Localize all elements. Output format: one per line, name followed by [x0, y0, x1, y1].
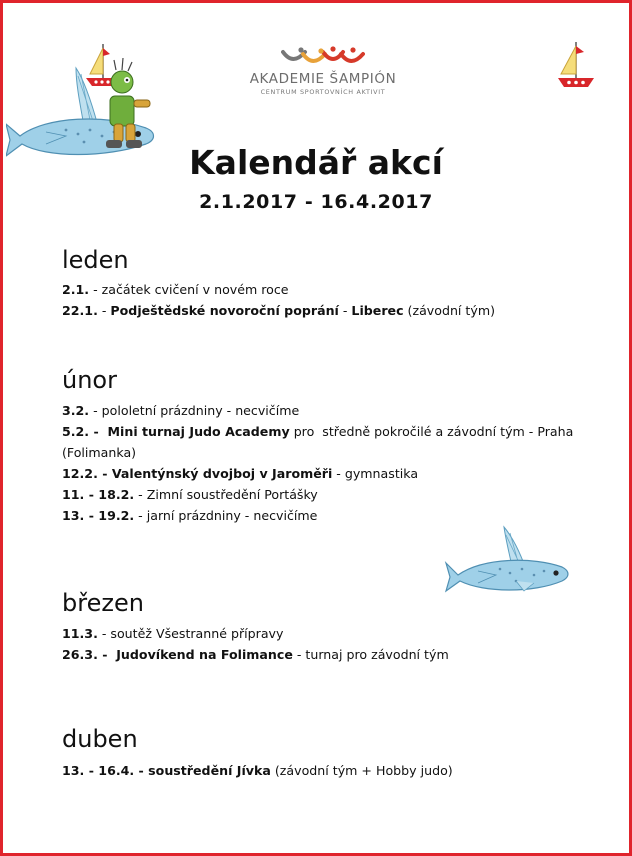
event-item: [62, 279, 602, 300]
event-separator: -: [89, 424, 108, 439]
page-title: Kalendář akcí: [189, 143, 443, 182]
event-date: 26.3.: [62, 647, 98, 662]
logo-figures-icon: [281, 46, 365, 68]
event-item: [62, 644, 602, 665]
event-title: soustředění Jívka: [148, 763, 271, 778]
event-item: [62, 623, 602, 644]
event-separator: -: [134, 763, 149, 778]
event-text: (Folimanka): [62, 445, 137, 460]
event-text: - jarní prázdniny - necvičíme: [134, 508, 318, 523]
event-date: 2.1.: [62, 282, 90, 297]
event-place: Liberec: [351, 303, 404, 318]
akademie-sampion-logo: [243, 46, 403, 96]
month-heading-duben: duben: [62, 725, 138, 753]
event-title: Mini turnaj Judo Academy: [107, 424, 290, 439]
event-date: 3.2.: [62, 403, 90, 418]
fish-illustration: [444, 523, 574, 595]
date-range: 2.1.2017 - 16.4.2017: [199, 191, 433, 213]
event-text: pro středně pokročilé a závodní tým - Praha: [289, 424, 574, 439]
event-item: [62, 463, 602, 484]
event-text: - gymnastika: [332, 466, 419, 481]
event-item: [62, 760, 602, 781]
event-separator: -: [97, 466, 112, 481]
event-date: 13. - 16.4.: [62, 763, 135, 778]
event-date: 5.2.: [62, 424, 90, 439]
event-date: 13. - 19.2.: [62, 508, 135, 523]
event-date: 11.3.: [62, 626, 98, 641]
event-date: 12.2.: [62, 466, 98, 481]
event-title: Podještědské novoroční poprání: [110, 303, 339, 318]
logo-subtitle: CENTRUM SPORTOVNÍCH AKTIVIT: [260, 88, 386, 96]
event-text: - soutěž Všestranné přípravy: [97, 626, 284, 641]
event-title: Valentýnský dvojboj v Jaroměři: [111, 466, 333, 481]
event-text: - Zimní soustředění Portášky: [134, 487, 318, 502]
event-item: [62, 484, 602, 505]
event-item-continuation: [62, 442, 602, 463]
event-separator: -: [97, 303, 111, 318]
month-heading-leden: leden: [62, 246, 129, 274]
event-separator: -: [338, 303, 352, 318]
event-separator: -: [97, 647, 117, 662]
event-text: - začátek cvičení v novém roce: [89, 282, 289, 297]
event-text: - turnaj pro závodní tým: [292, 647, 449, 662]
event-date: 22.1.: [62, 303, 98, 318]
sailboat-icon: [556, 40, 596, 92]
month-heading-brezen: březen: [62, 589, 144, 617]
event-date: 11. - 18.2.: [62, 487, 135, 502]
event-item: [62, 400, 602, 421]
event-text: - pololetní prázdniny - necvičíme: [89, 403, 300, 418]
event-text: (závodní tým): [403, 303, 495, 318]
event-title: Judovíkend na Folimance: [116, 647, 293, 662]
month-heading-unor: únor: [62, 366, 117, 394]
logo-name: AKADEMIE ŠAMPIÓN: [249, 71, 397, 87]
event-item: [62, 421, 602, 442]
event-item: [62, 300, 602, 321]
event-text: (závodní tým + Hobby judo): [270, 763, 453, 778]
